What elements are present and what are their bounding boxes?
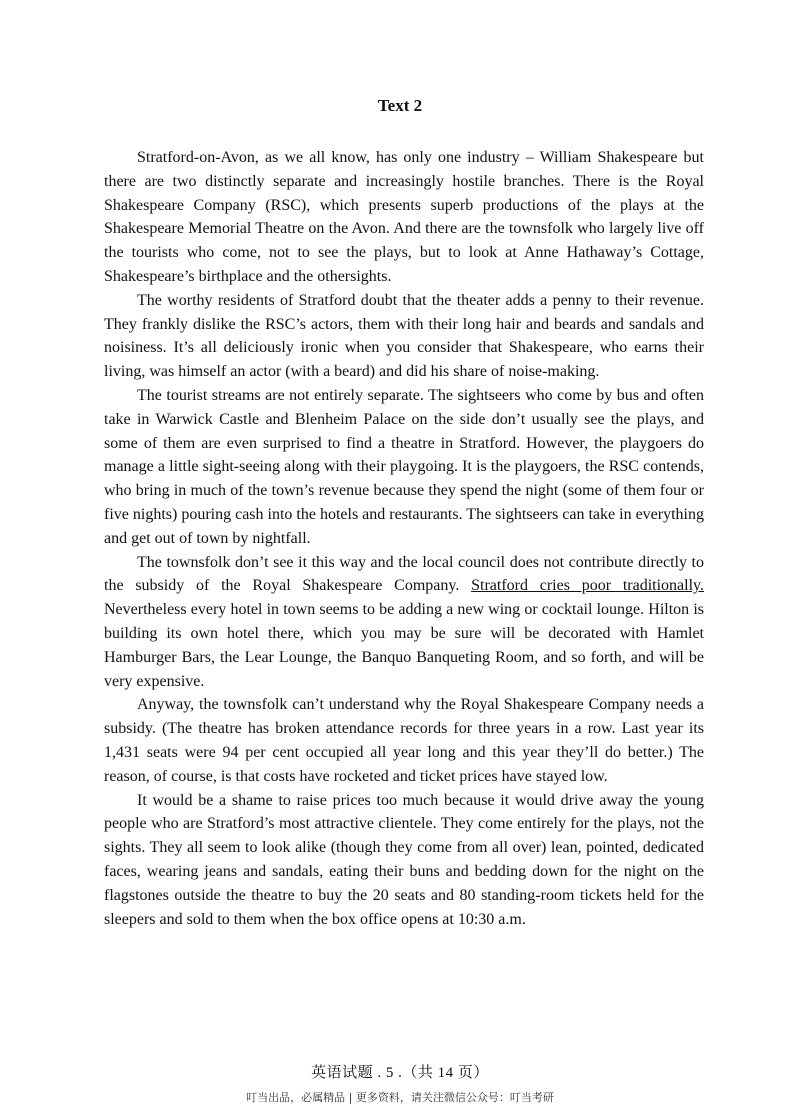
underlined-sentence: Stratford cries poor traditionally. [471, 577, 704, 595]
watermark-text: 叮当出品，必属精品 | 更多资料，请关注微信公众号：叮当考研 [246, 1091, 554, 1104]
paragraph-4-after: Nevertheless every hotel in town seems to be adding a new wing or cocktail lounge. Hilton is building its own hotel there, which you may be sure will be decorated with Hamlet Hamburger Bars, the Lear Lounge, the Banquo Banqueting Room, and so forth, and will be very expensive. [104, 601, 704, 690]
passage-title: Text 2 [377, 96, 423, 115]
passage-body [104, 146, 704, 931]
paragraph-4 [104, 551, 704, 694]
paragraph-2: The worthy residents of Stratford doubt that the theater adds a penny to their revenue. They frankly dislike the RSC’s actors, them with their long hair and beards and sandals and noisiness. It’s all deliciously ironic when you consider that Shakespeare, who earns their living, was himself an actor (with a beard) and did his share of noise-making. [104, 291, 704, 381]
paragraph-3: The tourist streams are not entirely separate. The sightseers who come by bus and often take in Warwick Castle and Blenheim Palace on the side don’t usually see the plays, and some of them are even surprised to find a theatre in Stratford. However, the playgoers do manage a little sight-seeing along with their playgoing. It is the playgoers, the RSC contends, who bring in much of the town’s revenue because they spend the night (some of them four or five nights) pouring cash into the hotels and restaurants. The sightseers can take in everything and get out of town by nightfall. [104, 386, 704, 547]
paragraph-1: Stratford-on-Avon, as we all know, has only one industry – William Shakespeare but there are two distinctly separate and increasingly hostile branches. There is the Royal Shakespeare Company (RSC), which presents superb productions of the plays at the Shakespeare Memorial Theatre on the Avon. And there are the townsfolk who largely live off the tourists who come, not to see the plays, but to look at Anne Hathaway’s Cottage, Shakespeare’s birthplace and the othersights. [104, 149, 704, 285]
paragraph-4-before: The townsfolk don’t see it this way and the local council does not contribute directly to the subsidy of the Royal Shakespeare Company. [104, 553, 704, 595]
page-footer: 英语试题 . 5 .（共 14 页） [311, 1065, 489, 1081]
paragraph-5: Anyway, the townsfolk can’t understand why the Royal Shakespeare Company needs a subsidy. (The theatre has broken attendance records for three years in a row. Last year its 1,431 seats were 94 per cent occupied all year long and this year they’ll do better.) The reason, of course, is that costs have rocketed and ticket prices have stayed low. [104, 696, 704, 785]
paragraph-6: It would be a shame to raise prices too much because it would drive away the young people who are Stratford’s most attractive clientele. They come entirely for the plays, not the sights. They all seem to look alike (though they come from all over) lean, pointed, dedicated faces, wearing jeans and sandals, eating their buns and bedding down for the night on the flagstones outside the theatre to buy the 20 seats and 80 standing-room tickets held for the sleepers and sold to them when the box office opens at 10:30 a.m. [104, 791, 704, 928]
